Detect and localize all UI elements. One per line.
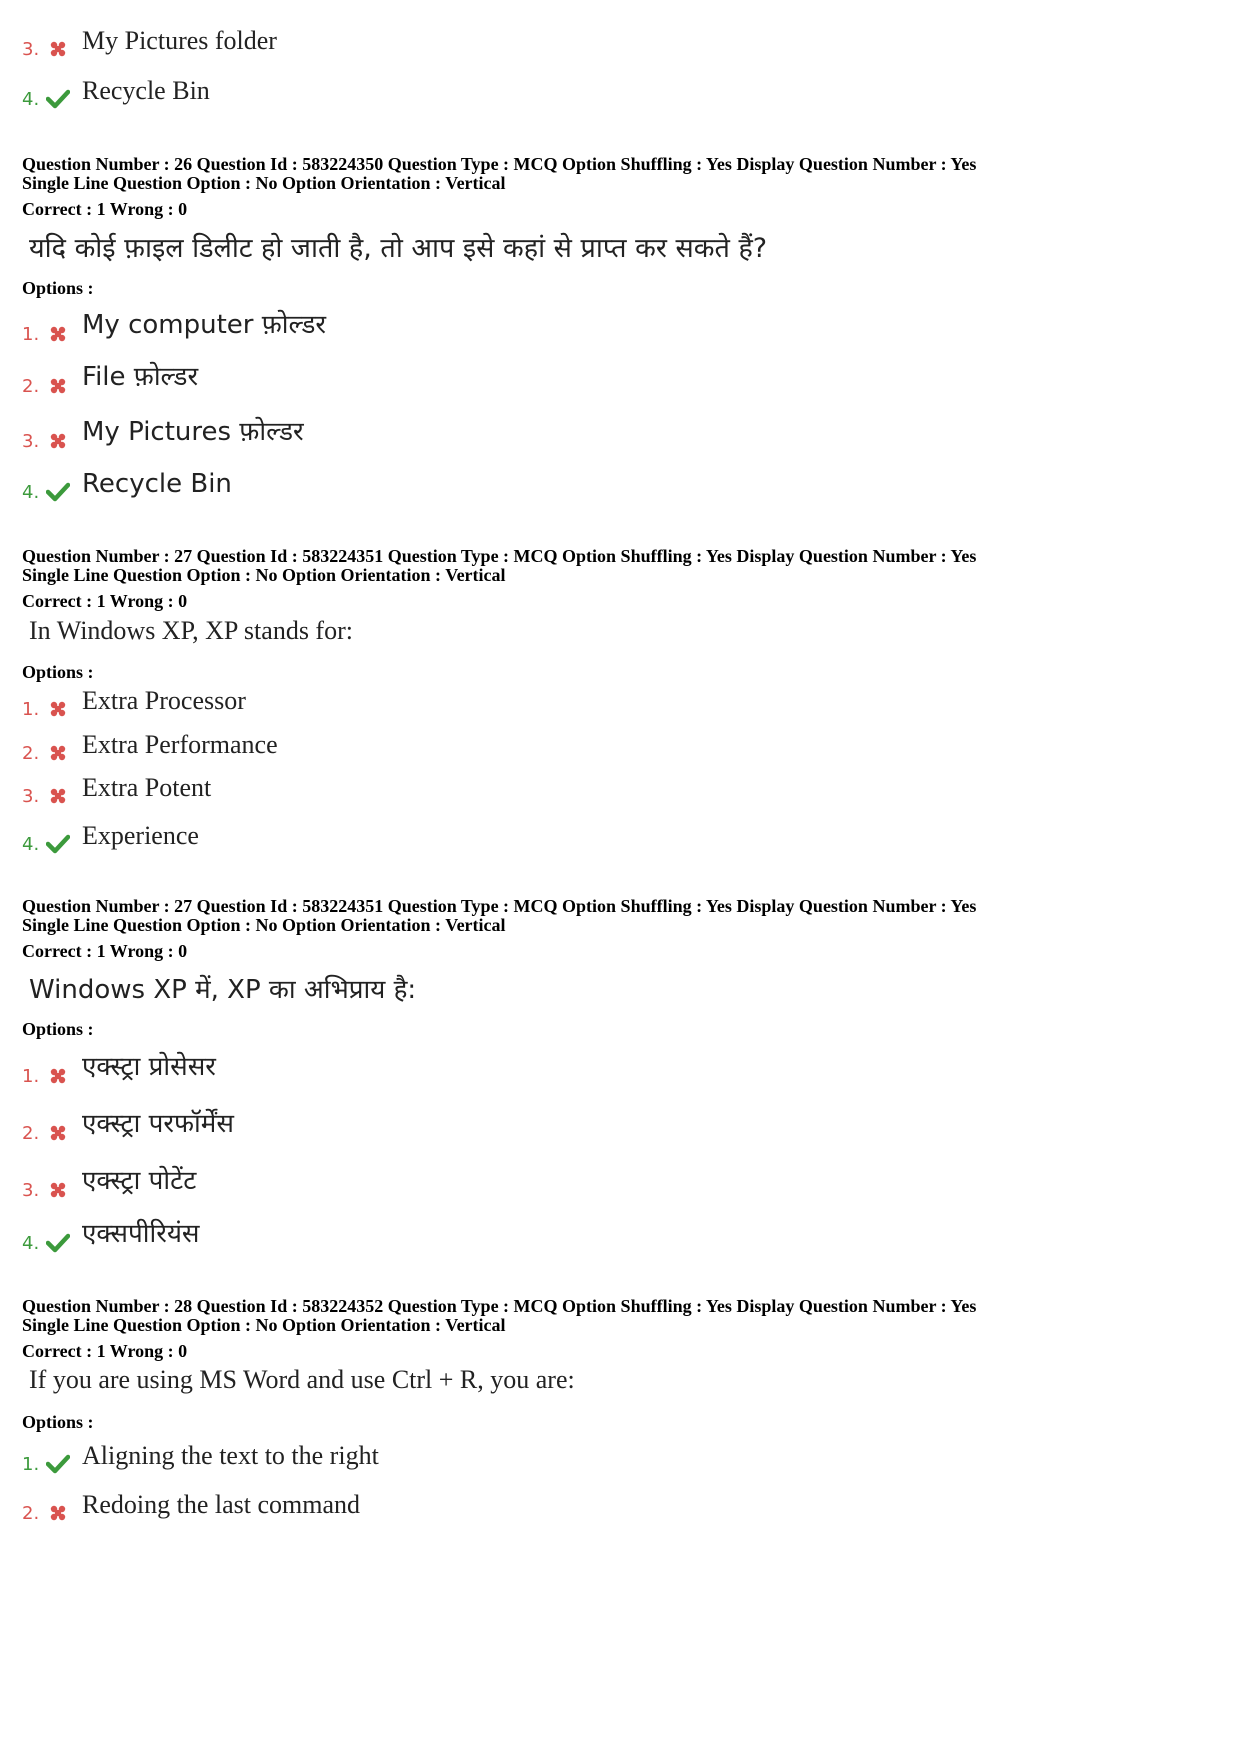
option-text: My Pictures folder xyxy=(82,26,277,55)
options-label: Options : xyxy=(22,278,94,298)
option-row xyxy=(0,1104,1100,1144)
option-row xyxy=(0,20,1100,60)
question-marks: Correct : 1 Wrong : 0 xyxy=(22,1341,188,1361)
option-text: Experience xyxy=(82,821,199,850)
check-icon xyxy=(46,87,70,109)
cross-icon xyxy=(46,697,70,719)
option-text: File फ़ोल्डर xyxy=(82,362,199,392)
option-row xyxy=(0,1214,1100,1254)
check-icon xyxy=(46,1452,70,1474)
option-text: Extra Potent xyxy=(82,773,212,802)
option-number: 2. xyxy=(22,376,40,397)
option-number: 1. xyxy=(22,699,40,720)
option-number: 1. xyxy=(22,1454,40,1475)
option-row xyxy=(0,70,1100,110)
option-number: 4. xyxy=(22,1233,40,1254)
option-row xyxy=(0,1161,1100,1201)
option-number: 2. xyxy=(22,1503,40,1524)
question-meta: Single Line Question Option : No Option Orientation : Vertical xyxy=(22,1315,506,1335)
cross-icon xyxy=(46,37,70,59)
cross-icon xyxy=(46,429,70,451)
option-number: 3. xyxy=(22,1180,40,1201)
option-text: Recycle Bin xyxy=(82,76,210,105)
question-text: If you are using MS Word and use Ctrl + R, you are: xyxy=(29,1365,575,1394)
option-row xyxy=(0,767,1100,807)
option-text: Extra Performance xyxy=(82,730,278,759)
check-icon xyxy=(46,832,70,854)
option-row xyxy=(0,1047,1100,1087)
option-number: 1. xyxy=(22,324,40,345)
cross-icon xyxy=(46,374,70,396)
cross-icon xyxy=(46,322,70,344)
option-text: एक्स्ट्रा प्रोसेसर xyxy=(82,1052,216,1082)
option-text: एक्स्ट्रा परफॉर्मेंस xyxy=(82,1109,234,1139)
options-label: Options : xyxy=(22,662,94,682)
option-text: Recycle Bin xyxy=(82,469,232,499)
question-marks: Correct : 1 Wrong : 0 xyxy=(22,941,188,961)
question-text: In Windows XP, XP stands for: xyxy=(29,616,353,645)
option-row xyxy=(0,1435,1100,1475)
question-meta: Question Number : 28 Question Id : 583224352 Question Type : MCQ Option Shuffling : Yes Display Question Number : Yes xyxy=(22,1296,977,1316)
cross-icon xyxy=(46,741,70,763)
question-meta: Single Line Question Option : No Option Orientation : Vertical xyxy=(22,565,506,585)
check-icon xyxy=(46,1231,70,1253)
option-row xyxy=(0,680,1100,720)
option-number: 4. xyxy=(22,482,40,503)
option-number: 3. xyxy=(22,786,40,807)
option-number: 4. xyxy=(22,834,40,855)
option-text: एक्सपीरियंस xyxy=(82,1219,200,1249)
option-row xyxy=(0,412,1100,452)
option-text: Aligning the text to the right xyxy=(82,1441,379,1470)
option-number: 3. xyxy=(22,39,40,60)
question-marks: Correct : 1 Wrong : 0 xyxy=(22,591,188,611)
option-text: My computer फ़ोल्डर xyxy=(82,310,327,340)
option-row xyxy=(0,1484,1100,1524)
question-meta: Question Number : 27 Question Id : 583224351 Question Type : MCQ Option Shuffling : Yes Display Question Number : Yes xyxy=(22,896,977,916)
option-text: Redoing the last command xyxy=(82,1490,361,1519)
question-text: यदि कोई फ़ाइल डिलीट हो जाती है, तो आप इसे कहां से प्राप्त कर सकते हैं? xyxy=(29,233,768,264)
option-row xyxy=(0,724,1100,764)
cross-icon xyxy=(46,1501,70,1523)
option-number: 2. xyxy=(22,1123,40,1144)
options-label: Options : xyxy=(22,1019,94,1039)
option-number: 3. xyxy=(22,431,40,452)
cross-icon xyxy=(46,1178,70,1200)
option-row xyxy=(0,305,1100,345)
cross-icon xyxy=(46,1121,70,1143)
option-number: 4. xyxy=(22,89,40,110)
question-meta: Single Line Question Option : No Option Orientation : Vertical xyxy=(22,915,506,935)
check-icon xyxy=(46,480,70,502)
option-row xyxy=(0,463,1100,503)
option-number: 1. xyxy=(22,1066,40,1087)
question-meta: Single Line Question Option : No Option Orientation : Vertical xyxy=(22,173,506,193)
option-text: My Pictures फ़ोल्डर xyxy=(82,417,304,447)
cross-icon xyxy=(46,784,70,806)
option-text: एक्स्ट्रा पोटेंट xyxy=(82,1166,197,1196)
option-row xyxy=(0,815,1100,855)
option-text: Extra Processor xyxy=(82,686,246,715)
question-marks: Correct : 1 Wrong : 0 xyxy=(22,199,188,219)
cross-icon xyxy=(46,1064,70,1086)
question-meta: Question Number : 26 Question Id : 583224350 Question Type : MCQ Option Shuffling : Yes Display Question Number : Yes xyxy=(22,154,977,174)
question-meta: Question Number : 27 Question Id : 583224351 Question Type : MCQ Option Shuffling : Yes Display Question Number : Yes xyxy=(22,546,977,566)
option-number: 2. xyxy=(22,743,40,764)
options-label: Options : xyxy=(22,1412,94,1432)
question-text: Windows XP में, XP का अभिप्राय है: xyxy=(29,975,417,1005)
option-row xyxy=(0,357,1100,397)
